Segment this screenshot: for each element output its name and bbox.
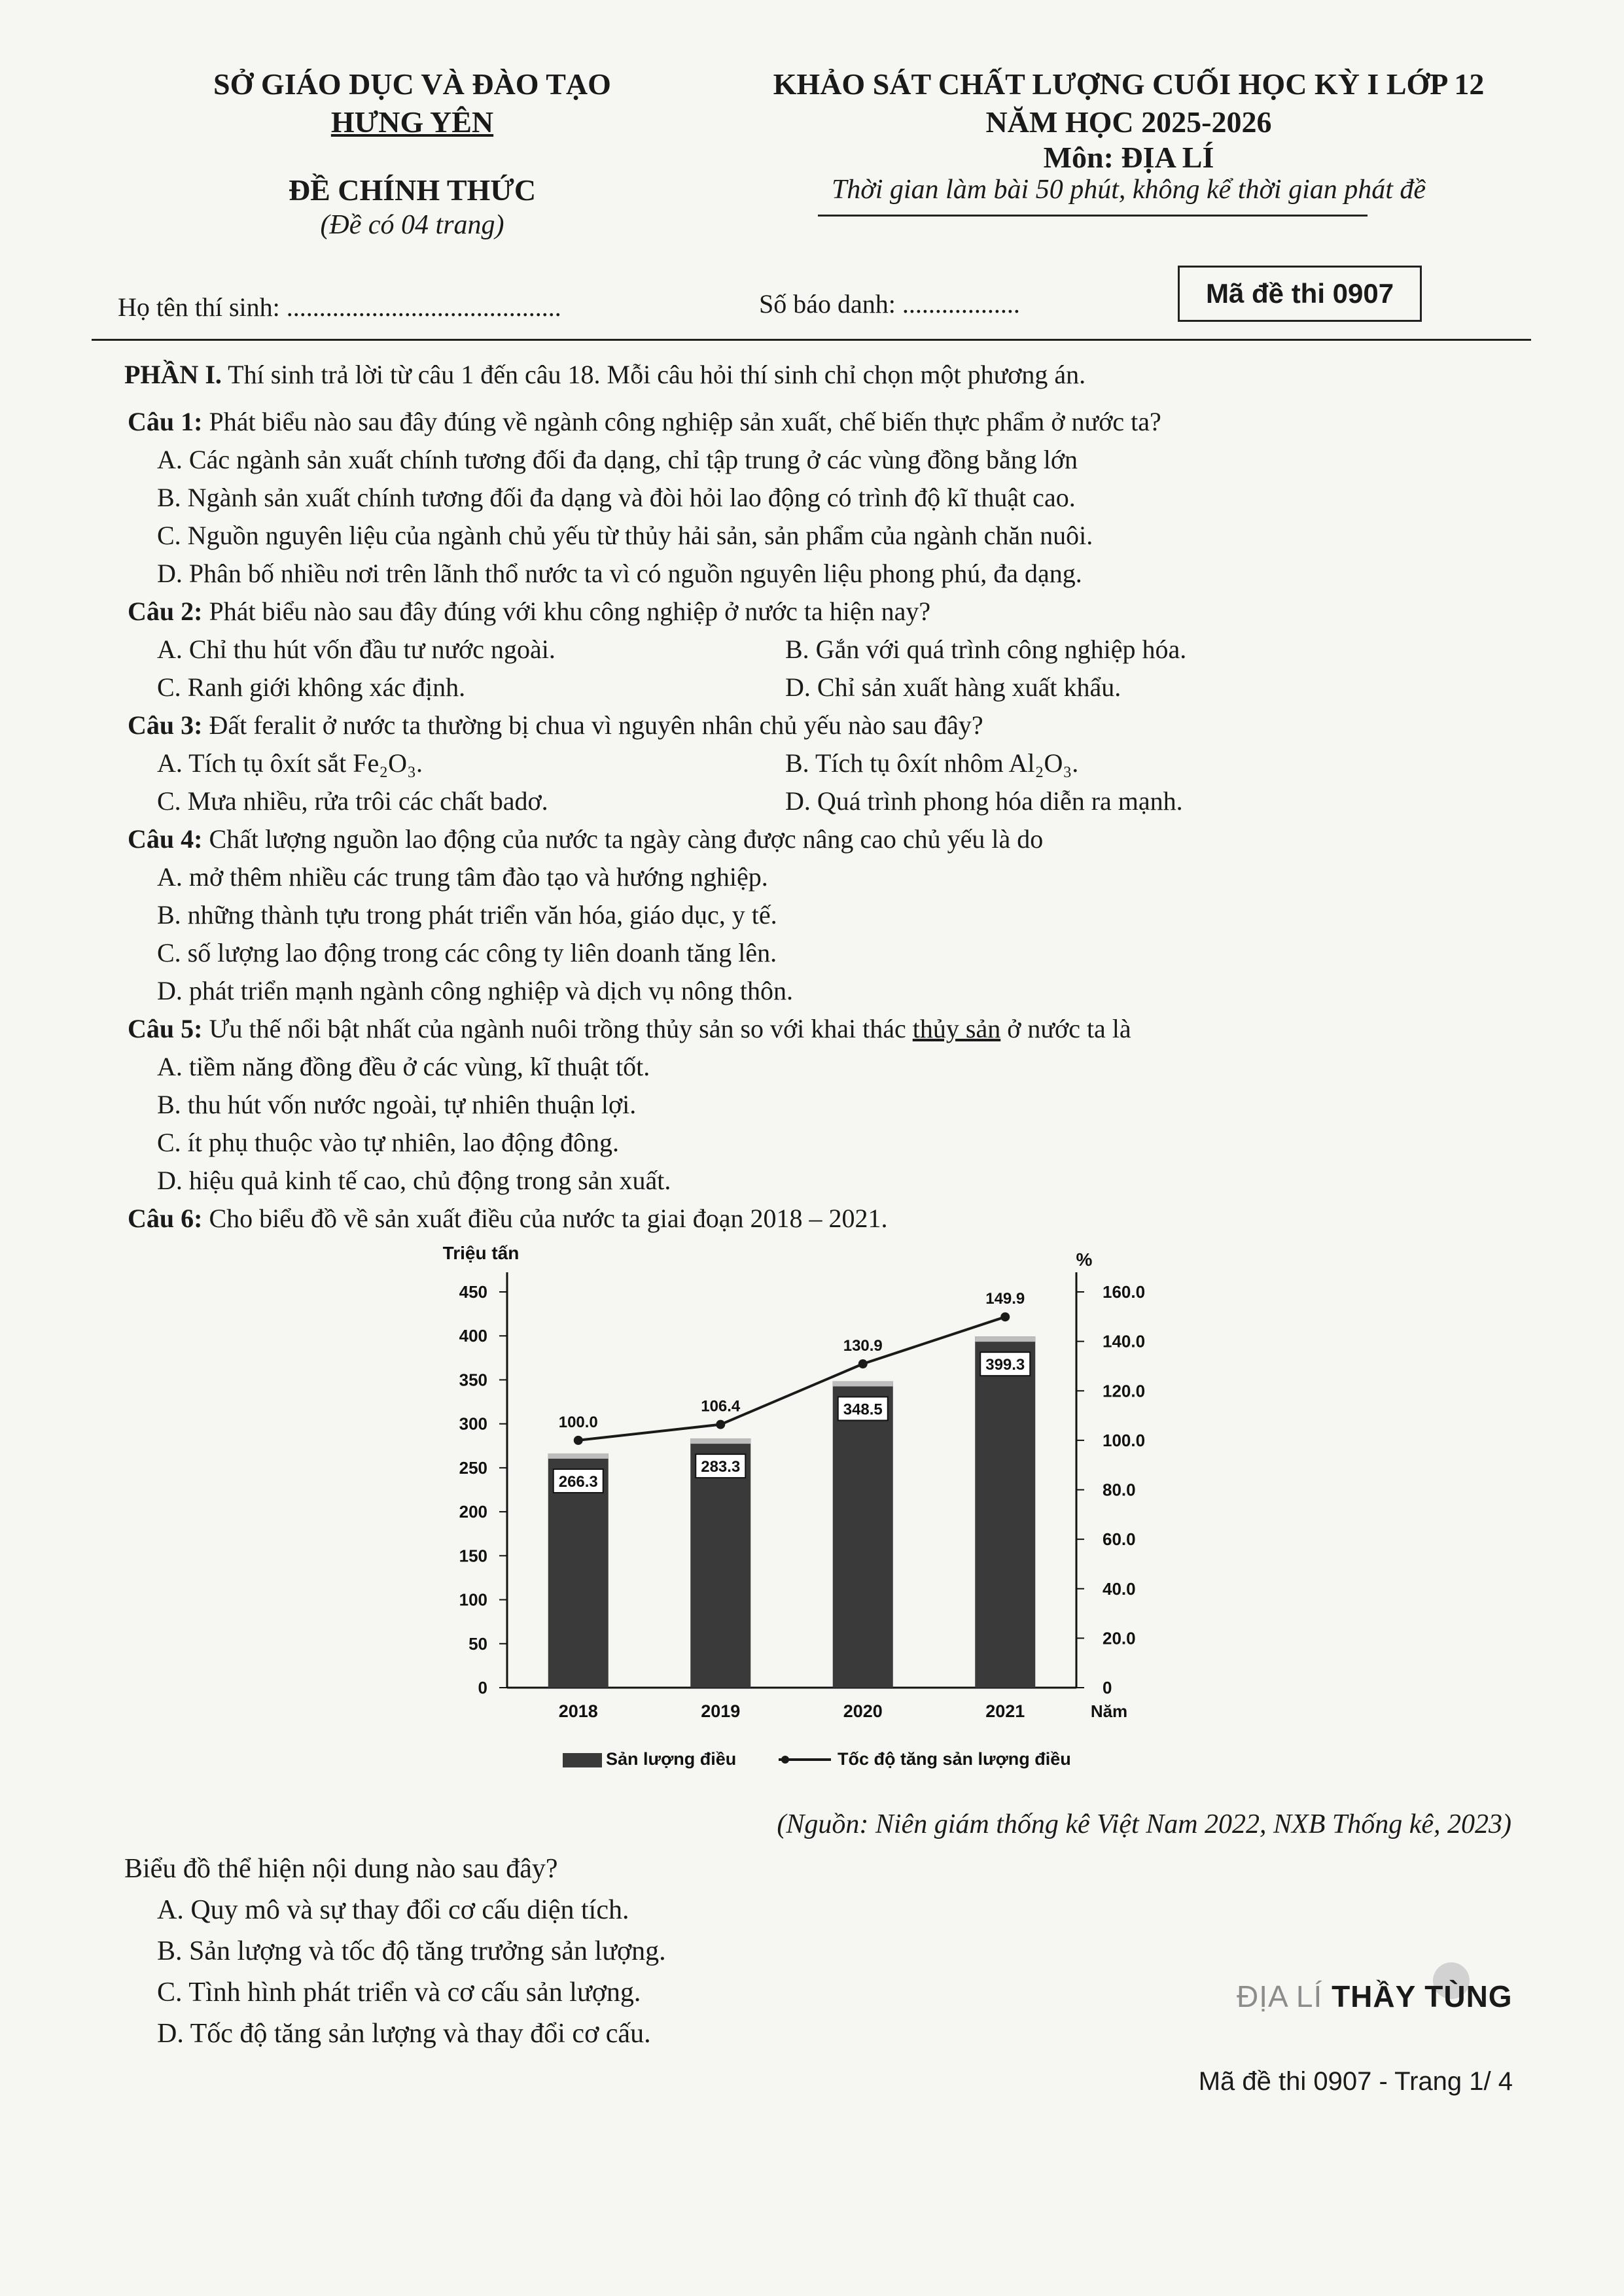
bar-2021 — [975, 1336, 1035, 1688]
watermark-part1: ĐỊA LÍ — [1237, 1979, 1332, 2013]
candidate-name-field[interactable]: Họ tên thí sinh: .......................................... — [118, 292, 561, 322]
bar-value-label: 266.3 — [558, 1472, 598, 1491]
part-instruction — [124, 358, 1086, 391]
bar-top-2021 — [975, 1336, 1035, 1342]
time-allowed: Thời gian làm bài 50 phút, không kể thời gian phát đề — [831, 175, 1426, 205]
question-label: Câu 1: — [128, 407, 203, 436]
q4-option-a[interactable]: A. mở thêm nhiều các trung tâm đào tạo và hướng nghiệp. — [157, 862, 768, 892]
q5-option-c[interactable]: C. ít phụ thuộc vào tự nhiên, lao động đông. — [157, 1128, 620, 1157]
y-right-tick-label: 20.0 — [1103, 1628, 1136, 1648]
q4-option-c[interactable]: C. số lượng lao động trong các công ty liên doanh tăng lên. — [157, 938, 777, 967]
question-2 — [128, 595, 930, 628]
header-rule — [818, 215, 1368, 217]
q6-option-a[interactable]: A. Quy mô và sự thay đổi cơ cấu diện tích. — [157, 1895, 629, 1925]
y-axis-right-label: % — [1076, 1249, 1093, 1270]
y-left-tick-label: 100 — [459, 1590, 487, 1610]
q1-option-b[interactable]: B. Ngành sản xuất chính tương đối đa dạng và đòi hỏi lao động có trình độ kĩ thuật cao. — [157, 483, 1076, 512]
question-5 — [128, 1013, 1131, 1045]
bar-value-label: 399.3 — [985, 1356, 1025, 1374]
q2-option-d[interactable]: D. Chỉ sản xuất hàng xuất khẩu. — [785, 672, 1121, 702]
q4-option-d[interactable]: D. phát triển mạnh ngành công nghiệp và dịch vụ nông thôn. — [157, 976, 794, 1005]
y-left-tick-label: 150 — [459, 1546, 487, 1566]
question-6-prompt: Biểu đồ thể hiện nội dung nào sau đây? — [124, 1854, 558, 1884]
line-value-label: 130.9 — [843, 1337, 883, 1355]
watermark — [1237, 1979, 1513, 2014]
bar-value-label: 283.3 — [701, 1458, 741, 1476]
question-text: Phát biểu nào sau đây đúng về ngành công nghiệp sản xuất, chế biến thực phẩm ở nước ta? — [202, 407, 1161, 436]
y-left-tick-label: 300 — [459, 1414, 487, 1434]
question-text-underlined: thủy sản — [912, 1014, 1001, 1043]
y-right-tick-label: 160.0 — [1103, 1282, 1146, 1302]
q3-option-b[interactable]: B. Tích tụ ôxít nhôm Al₂O₃. — [785, 748, 1079, 778]
question-text: Đất feralit ở nước ta thường bị chua vì nguyên nhân chủ yếu nào sau đây? — [202, 710, 983, 740]
question-label: Câu 5: — [128, 1014, 203, 1043]
line-point-2018 — [574, 1436, 583, 1445]
line-value-label: 149.9 — [985, 1290, 1025, 1308]
y-right-tick-label: 140.0 — [1103, 1331, 1146, 1351]
line-point-2020 — [858, 1359, 868, 1368]
q6-option-c[interactable]: C. Tình hình phát triển và cơ cấu sản lượng. — [157, 1977, 641, 2008]
question-4 — [128, 823, 1043, 856]
q5-option-b[interactable]: B. thu hút vốn nước ngoài, tự nhiên thuận lợi. — [157, 1090, 637, 1119]
y-right-tick-label: 120.0 — [1103, 1381, 1146, 1401]
y-left-tick-label: 400 — [459, 1326, 487, 1346]
x-axis-label: Năm — [1090, 1701, 1128, 1721]
q3-option-a[interactable]: A. Tích tụ ôxít sắt Fe₂O₃. — [157, 748, 423, 778]
chart-legend — [563, 1749, 1071, 1769]
q1-option-d[interactable]: D. Phân bố nhiều nơi trên lãnh thổ nước ta vì có nguồn nguyên liệu phong phú, đa dạng. — [157, 559, 1082, 588]
line-point-2019 — [716, 1420, 725, 1429]
page-footer: Mã đề thi 0907 - Trang 1/ 4 — [1198, 2067, 1513, 2096]
legend-bar-label: Sản lượng điều — [606, 1749, 737, 1769]
bar-top-2019 — [690, 1438, 750, 1444]
y-right-tick-label: 100.0 — [1103, 1430, 1146, 1450]
y-left-tick-label: 250 — [459, 1457, 487, 1478]
school-year: NĂM HỌC 2025-2026 — [985, 105, 1272, 139]
y-left-tick-label: 350 — [459, 1370, 487, 1390]
q6-option-b[interactable]: B. Sản lượng và tốc độ tăng trưởng sản lượng. — [157, 1936, 666, 1966]
watermark-part2: THẦY TÙNG — [1332, 1979, 1513, 2013]
q3-option-c[interactable]: C. Mưa nhiều, rửa trôi các chất badơ. — [157, 786, 548, 816]
exam-title: KHẢO SÁT CHẤT LƯỢNG CUỐI HỌC KỲ I LỚP 12 — [773, 67, 1485, 101]
legend-bar-swatch — [563, 1753, 602, 1767]
bar-top-2020 — [833, 1381, 893, 1386]
q2-option-b[interactable]: B. Gắn với quá trình công nghiệp hóa. — [785, 635, 1187, 664]
question-text-end: ở nước ta là — [1000, 1014, 1131, 1043]
y-left-tick-label: 0 — [478, 1678, 487, 1697]
q1-option-c[interactable]: C. Nguồn nguyên liệu của ngành chủ yếu từ thủy hải sản, sản phẩm của ngành chăn nuôi. — [157, 521, 1093, 550]
y-right-tick-label: 40.0 — [1103, 1578, 1136, 1599]
q3-option-d[interactable]: D. Quá trình phong hóa diễn ra mạnh. — [785, 786, 1183, 816]
bar-top-2018 — [548, 1453, 609, 1459]
question-text: Phát biểu nào sau đây đúng với khu công nghiệp ở nước ta hiện nay? — [202, 597, 931, 626]
province-name — [150, 103, 674, 141]
y-left-tick-label: 200 — [459, 1502, 487, 1522]
question-3 — [128, 709, 983, 742]
line-value-label: 106.4 — [701, 1397, 741, 1416]
question-1 — [128, 406, 1161, 438]
legend-line-marker — [781, 1756, 789, 1764]
question-text: Ưu thế nổi bật nhất của ngành nuôi trồng thủy sản so với khai thác — [202, 1014, 913, 1043]
q5-option-d[interactable]: D. hiệu quả kinh tế cao, chủ động trong sản xuất. — [157, 1166, 671, 1195]
x-tick-label: 2021 — [985, 1701, 1025, 1721]
line-series — [578, 1317, 1006, 1440]
chart — [393, 1230, 1230, 1792]
question-label: Câu 6: — [128, 1204, 203, 1233]
official-exam-label: ĐỀ CHÍNH THỨC — [288, 173, 537, 207]
q5-option-a[interactable]: A. tiềm năng đồng đều ở các vùng, kĩ thuật tốt. — [157, 1052, 650, 1081]
candidate-id-field[interactable]: Số báo danh: .................. — [759, 289, 1020, 319]
part-instruction-text: Thí sinh trả lời từ câu 1 đến câu 18. Mỗi câu hỏi thí sinh chỉ chọn một phương án. — [221, 360, 1086, 389]
q6-option-d[interactable]: D. Tốc độ tăng sản lượng và thay đổi cơ cấu. — [157, 2019, 651, 2049]
x-tick-label: 2018 — [558, 1701, 598, 1721]
q2-option-a[interactable]: A. Chỉ thu hút vốn đầu tư nước ngoài. — [157, 635, 556, 664]
question-text: Cho biểu đồ về sản xuất điều của nước ta giai đoạn 2018 – 2021. — [202, 1204, 888, 1233]
chart-source: (Nguồn: Niên giám thống kê Việt Nam 2022, NXB Thống kê, 2023) — [777, 1809, 1511, 1839]
question-label: Câu 2: — [128, 597, 203, 626]
y-right-tick-label: 0 — [1103, 1678, 1112, 1697]
bar-2020 — [833, 1381, 893, 1688]
line-value-label: 100.0 — [558, 1413, 598, 1431]
q2-option-c[interactable]: C. Ranh giới không xác định. — [157, 672, 466, 702]
q1-option-a[interactable]: A. Các ngành sản xuất chính tương đối đa dạng, chỉ tập trung ở các vùng đồng bằng lớn — [157, 445, 1078, 474]
page-count-note: (Đề có 04 trang) — [320, 210, 504, 240]
exam-code-box: Mã đề thi 0907 — [1178, 266, 1422, 322]
subject: Môn: ĐỊA LÍ — [1043, 141, 1214, 174]
line-point-2021 — [1000, 1312, 1010, 1321]
x-tick-label: 2020 — [843, 1701, 883, 1721]
y-right-tick-label: 60.0 — [1103, 1529, 1136, 1550]
bar-value-label: 348.5 — [843, 1400, 883, 1419]
y-left-tick-label: 450 — [459, 1282, 487, 1302]
question-label: Câu 4: — [128, 824, 203, 854]
y-axis-left-label: Triệu tấn — [442, 1243, 520, 1263]
part-title: PHẦN I. — [124, 360, 222, 389]
y-right-tick-label: 80.0 — [1103, 1480, 1136, 1500]
y-left-tick-label: 50 — [468, 1633, 487, 1654]
x-tick-label: 2019 — [701, 1701, 741, 1721]
question-label: Câu 3: — [128, 710, 203, 740]
province-name-text: HƯNG YÊN — [330, 105, 494, 139]
department-name: SỞ GIÁO DỤC VÀ ĐÀO TẠO — [213, 67, 611, 101]
divider — [92, 339, 1531, 341]
q4-option-b[interactable]: B. những thành tựu trong phát triển văn hóa, giáo dục, y tế. — [157, 900, 777, 930]
legend-line-label: Tốc độ tăng sản lượng điều — [838, 1749, 1071, 1769]
question-text: Chất lượng nguồn lao động của nước ta ngày càng được nâng cao chủ yếu là do — [202, 824, 1044, 854]
